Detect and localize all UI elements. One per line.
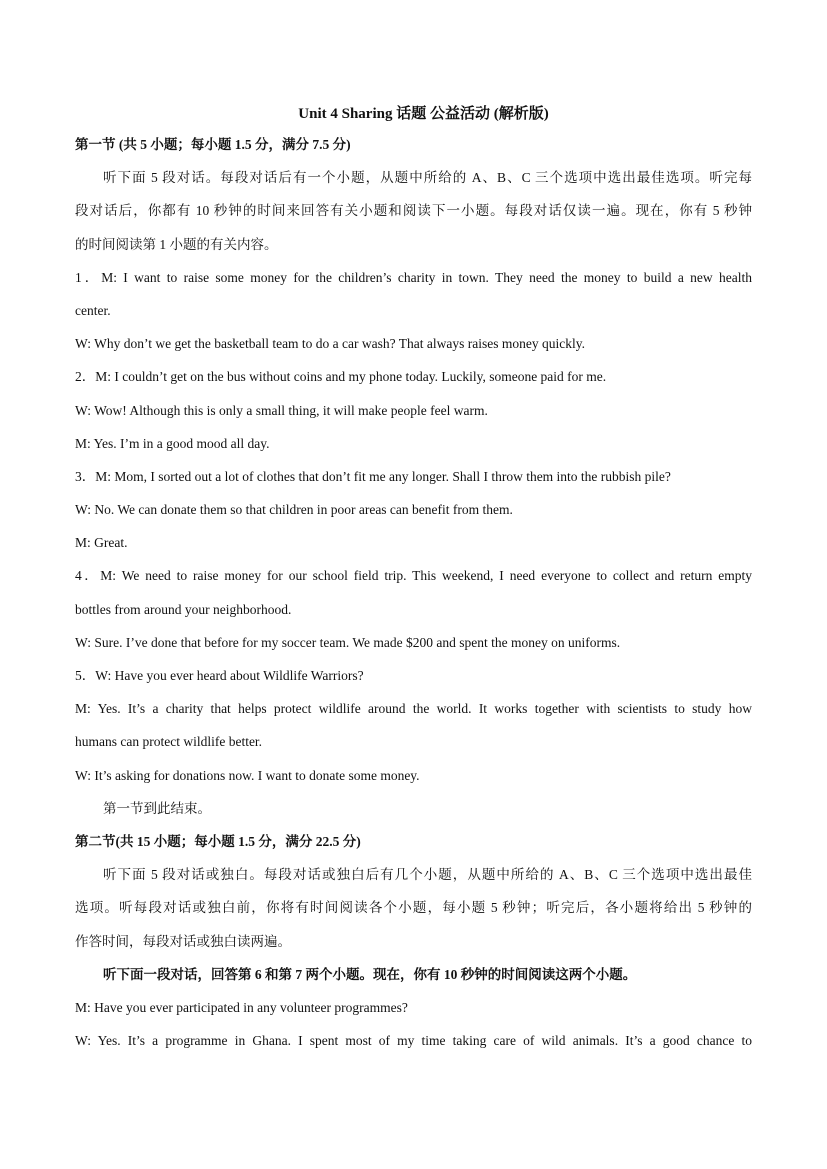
document-page [75, 100, 752, 1057]
text-line: 听下面 5 段对话。每段对话后有一个小题，从题中所给的 A、B、C 三个选项中选出最佳选项。听完每 [103, 170, 752, 186]
text-line: 5．W: Have you ever heard about Wildlife Warriors? [75, 668, 364, 683]
text-line: 第一节 (共 5 小题；每小题 1.5 分，满分 7.5 分) [75, 137, 351, 152]
text-line: W: No. We can donate them so that children in poor areas can benefit from them. [75, 502, 513, 518]
text-line: W: Yes. It’s a programme in Ghana. I spent most of my time taking care of wild animals. It’s a good chance to [75, 1033, 752, 1049]
text-line: 的时间阅读第 1 小题的有关内容。 [75, 236, 278, 252]
text-line: humans can protect wildlife better. [75, 734, 263, 750]
text-line: W: Wow! Although this is only a small thing, it will make people feel warm. [75, 402, 488, 418]
document-title: Unit 4 Sharing 话题 公益活动 (解析版) [298, 106, 549, 122]
document-body [75, 128, 752, 1057]
text-line: 4．M: We need to raise money for our school field trip. This weekend, I need everyone to collect and return empty [75, 568, 752, 584]
text-line: 作答时间，每段对话或独白读两遍。 [75, 933, 291, 949]
text-line: 3．M: Mom, I sorted out a lot of clothes that don’t fit me any longer. Shall I throw them into the rubbish pile? [75, 468, 671, 484]
text-line: M: Yes. I’m in a good mood all day. [75, 435, 270, 451]
text-line: 听下面一段对话，回答第 6 和第 7 两个小题。现在，你有 10 秒钟的时间阅读这两个小题。 [103, 966, 637, 982]
text-line: 2．M: I couldn’t get on the bus without coins and my phone today. Luckily, someone paid for me. [75, 369, 607, 385]
text-line: 听下面 5 段对话或独白。每段对话或独白后有几个小题，从题中所给的 A、B、C 三个选项中选出最佳 [103, 867, 752, 883]
text-line: M: Have you ever participated in any volunteer programmes? [75, 999, 408, 1015]
text-line: W: Sure. I’ve done that before for my soccer team. We made $200 and spent the money on uniforms. [75, 634, 621, 650]
text-line: 第二节(共 15 小题；每小题 1.5 分，满分 22.5 分) [75, 833, 361, 849]
text-line: M: Yes. It’s a charity that helps protect wildlife around the world. It works together with scientists to study how [75, 701, 752, 717]
text-line: 1．M: I want to raise some money for the children’s charity in town. They need the money to build a new health [75, 269, 752, 285]
text-line: W: Why don’t we get the basketball team to do a car wash? That always raises money quickly. [75, 336, 585, 352]
text-line: M: Great. [75, 535, 128, 551]
text-line: 第一节到此结束。 [103, 800, 211, 816]
text-line: 选项。听每段对话或独白前，你将有时间阅读各个小题，每小题 5 秒钟；听完后，各小题将给出 5 秒钟的 [75, 900, 752, 916]
text-line: 段对话后，你都有 10 秒钟的时间来回答有关小题和阅读下一小题。每段对话仅读一遍。现在，你有 5 秒钟 [75, 203, 752, 219]
text-line: W: It’s asking for donations now. I want to donate some money. [75, 767, 420, 783]
text-line: center. [75, 302, 111, 318]
text-line: bottles from around your neighborhood. [75, 601, 292, 617]
